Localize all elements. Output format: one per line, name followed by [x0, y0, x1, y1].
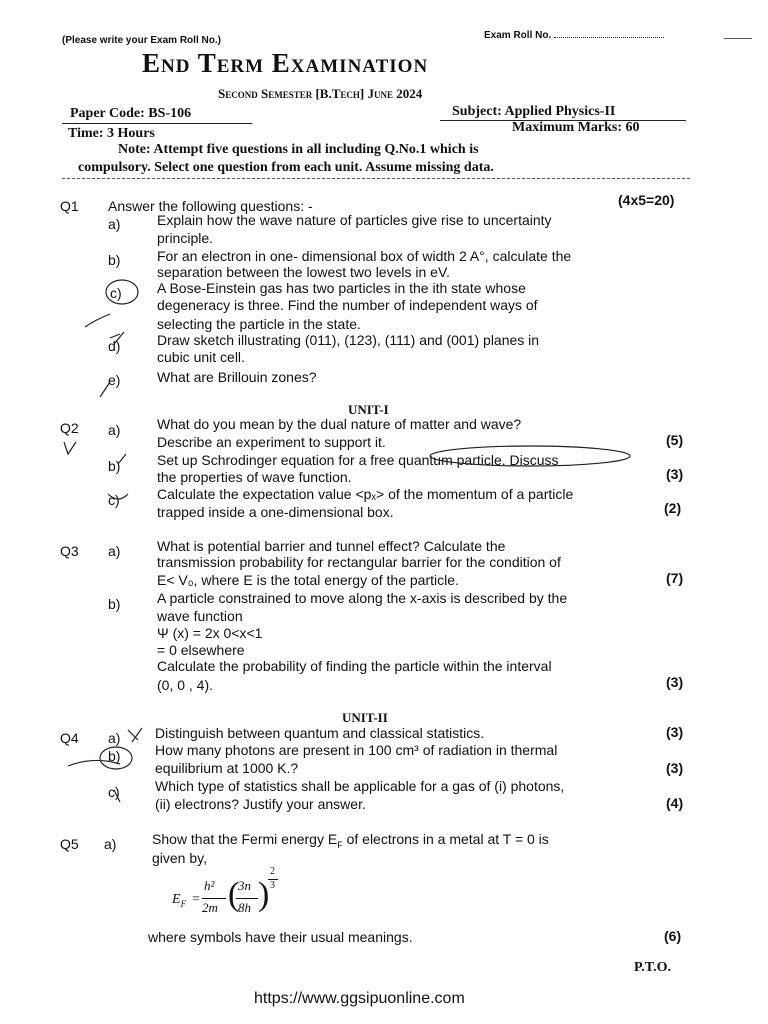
max-marks: Maximum Marks: 60	[512, 120, 640, 135]
q1-b-line1: For an electron in one- dimensional box of width 2 A°, calculate the	[157, 248, 572, 264]
q4-c-label: c)	[108, 784, 120, 800]
q5-a-line3: where symbols have their usual meanings.	[148, 929, 413, 945]
q3-b-marks: (3)	[666, 674, 684, 690]
roll-note: (Please write your Exam Roll No.)	[62, 35, 221, 46]
q4-c-line1: Which type of statistics shall be applicable for a gas of (i) photons,	[155, 778, 565, 794]
q1-d-line2: cubic unit cell.	[157, 349, 245, 365]
q2-b-label: b)	[108, 458, 121, 474]
q3-a-line2: transmission probability for rectangular barrier for the condition of	[157, 554, 561, 570]
q3-number: Q3	[60, 543, 79, 559]
q1-stem: Answer the following questions: -	[108, 198, 313, 214]
q4-c-line2: (ii) electrons? Justify your answer.	[155, 796, 366, 812]
q1-c-line3: selecting the particle in the state.	[157, 316, 361, 332]
q5-number: Q5	[60, 836, 79, 852]
q1-b-line2: separation between the lowest two levels in eV.	[157, 264, 450, 280]
q4-number: Q4	[60, 730, 79, 746]
semester-line: Second Semester [B.Tech] June 2024	[218, 86, 423, 101]
q1-number: Q1	[60, 198, 79, 214]
q1-a-line2: principle.	[157, 230, 214, 246]
q2-number: Q2	[60, 420, 79, 436]
q2-c-line1: Calculate the expectation value <pₓ> of the momentum of a particle	[157, 486, 574, 502]
q4-a-line1: Distinguish between quantum and classical statistics.	[155, 725, 485, 741]
q1-c-line1: A Bose-Einstein gas has two particles in the ith state whose	[157, 280, 526, 296]
q5-a-marks: (6)	[664, 928, 682, 944]
q3-a-line1: What is potential barrier and tunnel effect? Calculate the	[157, 538, 506, 554]
note-line-1: Note: Attempt five questions in all including Q.No.1 which is	[118, 142, 479, 157]
q4-a-label: a)	[108, 730, 121, 746]
q5-a-line1: Show that the Fermi energy $E_F$ of electrons in a metal at T = 0 is	[152, 831, 549, 850]
fermi-energy-equation: $E_F$ = h² 2m ( 3n 8h ) 2 3	[172, 870, 292, 930]
q4-b-marks: (3)	[666, 760, 684, 776]
time: Time: 3 Hours	[68, 126, 155, 141]
roll-label: Exam Roll No.	[484, 30, 664, 41]
q1-c-line2: degeneracy is three. Find the number of independent ways of	[157, 297, 538, 313]
pto: P.T.O.	[634, 960, 671, 975]
q1-c-label: c)	[110, 285, 122, 301]
pen-marks-icon	[80, 272, 160, 402]
q2-c-marks: (2)	[664, 500, 682, 516]
q3-a-marks: (7)	[666, 570, 684, 586]
q3-a-line3: E< V₀, where E is the total energy of the particle.	[157, 572, 459, 588]
q2-a-label: a)	[108, 422, 121, 438]
q2-a-line1: What do you mean by the dual nature of matter and wave?	[157, 416, 522, 432]
q2-c-label: c)	[108, 492, 120, 508]
margin-mark	[724, 38, 752, 39]
q1-b-label: b)	[108, 252, 121, 268]
pen-marks-q4-icon	[64, 726, 154, 816]
subject: Subject: Applied Physics-II	[452, 104, 616, 119]
paper-code: Paper Code: BS-106	[70, 106, 192, 121]
q1-a-label: a)	[108, 216, 121, 232]
paper-code-underline	[62, 123, 252, 124]
q2-a-line2: Describe an experiment to support it.	[157, 434, 386, 450]
unit-1-heading: UNIT-I	[348, 402, 389, 417]
exam-title: End Term Examination	[142, 48, 429, 78]
note-line-2: compulsory. Select one question from each unit. Assume missing data.	[78, 160, 494, 175]
q4-a-marks: (3)	[666, 724, 684, 740]
website-url: https://www.ggsipuonline.com	[254, 990, 465, 1007]
q5-a-label: a)	[104, 836, 117, 852]
unit-2-heading: UNIT-II	[342, 710, 388, 725]
q1-marks: (4x5=20)	[618, 192, 675, 208]
q3-b-line6: (0, 0 , 4).	[157, 677, 214, 693]
q1-d-label: d)	[108, 338, 121, 354]
q3-b-line1: A particle constrained to move along the x-axis is described by the	[157, 590, 568, 606]
q3-a-label: a)	[108, 543, 121, 559]
q3-b-line2: wave function	[157, 608, 243, 624]
q1-e-line1: What are Brillouin zones?	[157, 369, 317, 385]
q1-e-label: e)	[108, 372, 121, 388]
q1-d-line1: Draw sketch illustrating (011), (123), (111) and (001) planes in	[157, 332, 540, 348]
q4-b-label: b)	[108, 748, 121, 764]
q4-c-marks: (4)	[666, 795, 684, 811]
header-divider	[62, 178, 690, 179]
q3-b-line4: = 0 elsewhere	[157, 642, 245, 658]
q1-a-line1: Explain how the wave nature of particles give rise to uncertainty	[157, 212, 552, 228]
q2-b-line2: the properties of wave function.	[157, 469, 352, 485]
q5-a-line2: given by,	[152, 850, 207, 866]
q4-b-line2: equilibrium at 1000 K.?	[155, 760, 299, 776]
q3-b-line5: Calculate the probability of finding the particle within the interval	[157, 658, 552, 674]
q2-c-line2: trapped inside a one-dimensional box.	[157, 504, 394, 520]
q4-b-line1: How many photons are present in 100 cm³ of radiation in thermal	[155, 742, 558, 758]
q2-a-marks: (5)	[666, 432, 684, 448]
q2-b-marks: (3)	[666, 466, 684, 482]
q3-b-line3: Ψ (x) = 2x 0<x<1	[157, 625, 263, 641]
pen-marks-q2-icon	[58, 438, 648, 518]
q2-b-line1: Set up Schrodinger equation for a free quantum particle. Discuss	[157, 452, 559, 468]
q3-b-label: b)	[108, 596, 121, 612]
